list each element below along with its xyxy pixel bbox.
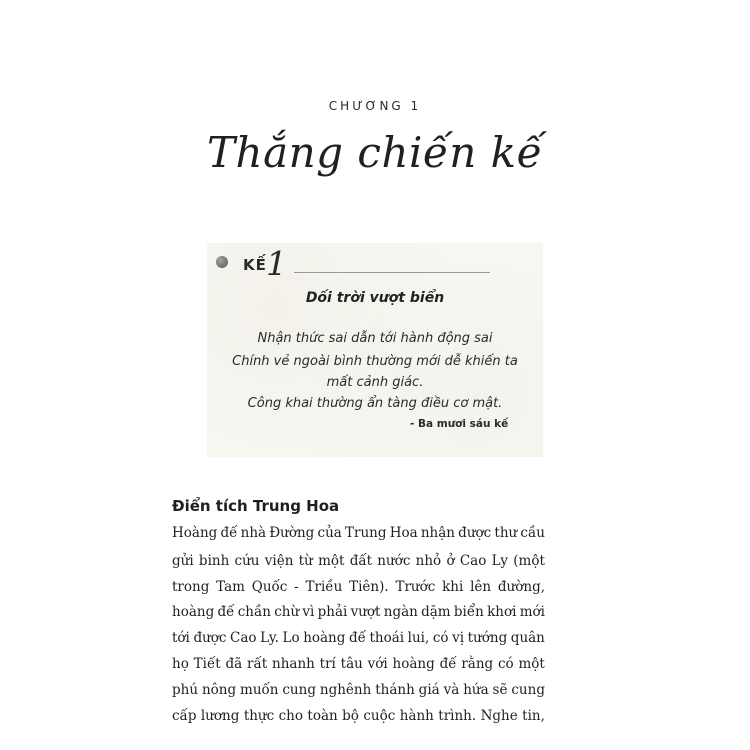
body-word: (một: [513, 553, 545, 569]
stratagem-divider: [294, 272, 490, 273]
body-word: lương: [200, 708, 240, 724]
body-word: bộ: [342, 708, 359, 724]
body-word: chần: [237, 604, 271, 620]
stratagem-number: 1: [266, 244, 287, 283]
body-word: tâu: [340, 656, 363, 672]
body-word: Trước: [395, 579, 436, 595]
body-word: gửi: [172, 553, 194, 569]
body-word: Tiết: [193, 656, 221, 672]
body-word: lui,: [407, 630, 430, 646]
body-word: hoàng: [392, 656, 435, 672]
body-word: nhận: [420, 525, 455, 541]
body-word: thư: [494, 525, 518, 541]
body-word: hứa: [463, 682, 489, 698]
body-word: được: [458, 525, 492, 541]
body-word: hoàng: [303, 630, 346, 646]
body-word: một: [518, 656, 545, 672]
body-word: Triều: [305, 579, 343, 595]
body-word: ở: [446, 553, 455, 569]
body-word: Cao: [459, 553, 487, 569]
body-word: tin,: [522, 708, 545, 724]
body-line: [172, 682, 545, 698]
body-word: vượt: [350, 604, 381, 620]
body-word: cứu: [234, 553, 260, 569]
body-word: trong: [172, 579, 210, 595]
body-word: cung: [511, 682, 545, 698]
body-word: thực: [243, 708, 275, 724]
body-word: Quốc: [251, 579, 288, 595]
body-word: nhà: [240, 525, 267, 541]
body-line: [172, 553, 545, 569]
body-word: đã: [225, 656, 243, 672]
verse-line: Chính vẻ ngoài bình thường mới dễ khiến ta: [232, 354, 518, 369]
body-word: đất: [349, 553, 373, 569]
body-word: trí: [319, 656, 336, 672]
body-word: -: [294, 579, 299, 595]
body-word: đế: [439, 656, 457, 672]
chapter-label: CHƯƠNG 1: [328, 99, 422, 113]
body-word: vị: [452, 630, 465, 646]
body-word: Lo: [282, 630, 300, 646]
body-word: nhỏ: [415, 553, 442, 569]
body-word: đế: [348, 630, 366, 646]
body-word: rằng: [461, 656, 494, 672]
body-word: một: [318, 553, 345, 569]
body-word: tướng: [467, 630, 508, 646]
body-word: cầu: [520, 525, 545, 541]
body-word: ngàn: [383, 604, 418, 620]
stratagem-title: Dối trời vượt biển: [305, 290, 445, 306]
body-line: [172, 604, 545, 620]
body-word: nghênh: [319, 682, 372, 698]
body-word: Nghe: [480, 708, 518, 724]
body-word: có: [432, 630, 449, 646]
body-word: của: [317, 525, 342, 541]
body-word: cho: [278, 708, 303, 724]
verse-line: Công khai thường ẩn tàng điều cơ mật.: [247, 396, 503, 411]
verse-attribution: - Ba mươi sáu kế: [410, 418, 509, 430]
body-word: khơi: [487, 604, 517, 620]
body-word: muốn: [240, 682, 279, 698]
body-word: trình.: [438, 708, 477, 724]
body-line: [172, 656, 545, 672]
body-word: nông: [201, 682, 237, 698]
body-word: Hoàng: [172, 525, 218, 541]
body-word: mới: [519, 604, 545, 620]
body-word: nước: [377, 553, 411, 569]
body-word: hoàng: [172, 604, 215, 620]
body-word: giá: [418, 682, 440, 698]
body-word: sẽ: [492, 682, 508, 698]
body-word: nhanh: [272, 656, 315, 672]
bullet-dot-icon: [216, 256, 228, 268]
body-word: chừ: [274, 604, 300, 620]
body-word: họ: [172, 656, 189, 672]
body-word: cung: [282, 682, 316, 698]
body-word: thánh: [375, 682, 415, 698]
body-word: thoái: [369, 630, 405, 646]
verse-line: Nhận thức sai dẫn tới hành động sai: [257, 331, 493, 346]
body-line: [172, 708, 545, 724]
body-word: Ly: [491, 553, 508, 569]
body-word: binh: [198, 553, 230, 569]
body-word: đường,: [497, 579, 545, 595]
body-word: cuộc: [363, 708, 396, 724]
body-word: viện: [264, 553, 294, 569]
body-word: lên: [470, 579, 492, 595]
body-word: tới: [172, 630, 190, 646]
body-line: [172, 579, 545, 595]
body-word: khi: [442, 579, 464, 595]
body-word: Tiên).: [349, 579, 389, 595]
body-word: và: [443, 682, 460, 698]
body-word: Đường: [269, 525, 315, 541]
body-word: vì: [302, 604, 315, 620]
section-heading: Điển tích Trung Hoa: [172, 497, 340, 515]
body-word: dặm: [421, 604, 451, 620]
body-word: cấp: [172, 708, 197, 724]
stratagem-prefix: KẾ: [243, 256, 267, 274]
body-word: được: [193, 630, 227, 646]
body-word: Tam: [216, 579, 245, 595]
body-word: phú: [172, 682, 199, 698]
body-word: Cao: [230, 630, 257, 646]
body-word: biển: [453, 604, 484, 620]
body-word: đế: [220, 525, 238, 541]
body-word: có: [497, 656, 514, 672]
body-word: Hoa: [389, 525, 418, 541]
body-word: hành: [399, 708, 434, 724]
body-word: Ly.: [260, 630, 279, 646]
body-word: toàn: [307, 708, 338, 724]
body-word: đế: [217, 604, 235, 620]
body-line: [172, 525, 545, 541]
chapter-title: Thắng chiến kế: [207, 128, 543, 177]
body-word: rất: [247, 656, 268, 672]
body-word: từ: [298, 553, 313, 569]
body-word: với: [367, 656, 388, 672]
body-word: quân: [510, 630, 545, 646]
body-word: phải: [317, 604, 348, 620]
body-line: [172, 630, 545, 646]
body-word: Trung: [345, 525, 387, 541]
verse-line: mất cảnh giác.: [326, 375, 424, 390]
